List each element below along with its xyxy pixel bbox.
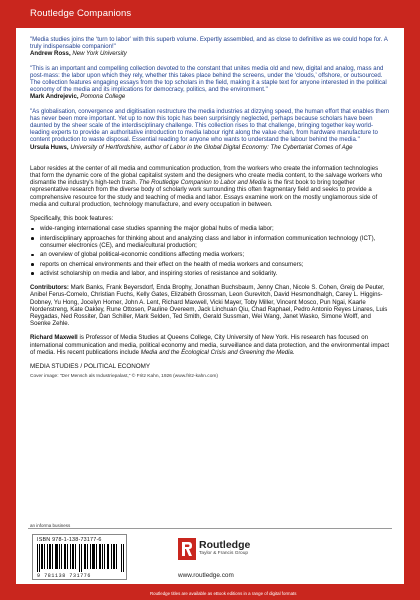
list-item: activist scholarship on media and labor, and inspiring stories of resistance and solidarity. bbox=[30, 270, 390, 277]
contributors-list: Contributors: Mark Banks, Frank Beyersdorf, Enda Brophy, Jonathan Buchsbaum, Jenny Chan, Nicole S. Cohen, Greig de Peuter, Anibel Ferus-Comelo, Christian Fuchs, Kelly Gates, Elizabeth Grossman, Leon Gurevitch, David Hesmondhalgh, Carey L. Higgins-Dobney, Yu Hong, Jocelyn Horner, John A. Lent, Richard Maxwell, Vicki Mayer, Toby Miller, Vincent Mosco, Pun Ngai, Kaarle Nordenstreng, Kate Oakley, Rune Ottosen, Pauline Overeem, Jack Linchuan Qiu, Chad Raphael, Pedro Antonio Reyes Linares, Luis Reygadas, Ned Rossiter, Dan Schiller, Mark Selden, Ted Smith, Gerald Sussman, Wei Wang, Janet Wasko, Simone Wolff, and Soenke Zehle. bbox=[30, 284, 388, 328]
endorsement-1 bbox=[30, 36, 390, 58]
contributors-label: Contributors: bbox=[30, 284, 69, 292]
publisher-group: Taylor & Francis Group bbox=[199, 551, 249, 556]
features-list bbox=[30, 225, 390, 277]
back-cover-panel bbox=[16, 28, 404, 584]
publisher-name: Routledge bbox=[199, 539, 251, 551]
isbn-label: ISBN 978-1-138-73177-6 bbox=[37, 537, 102, 543]
endorsement-author: Andrew Ross, New York University bbox=[30, 50, 127, 58]
barcode-digits: 9 781138 731776 bbox=[37, 573, 92, 579]
endorsement-text: "This is an important and compelling collection devoted to the constant that unites media old and new, digital and analog, mass and post-mass: the labor upon which they rely, whether this takes place behind the screens, under the ‘clouds,’ offshore, or outsourced. The collection features engaging essays from the top scholars in the field, making it a staple text for anyone interested in the political economy of the media and its implications for democracy, politics, and the environment." bbox=[30, 64, 387, 94]
barcode-icon bbox=[37, 544, 125, 572]
series-banner bbox=[0, 0, 420, 27]
publisher-url[interactable]: www.routledge.com bbox=[178, 572, 234, 579]
isbn-barcode bbox=[32, 534, 127, 580]
endorsement-text: "Media studies joins the ‘turn to labor’ with this superb volume. Expertly assembled, and as close to definitive as we could hope for. A truly indispensable companion!" bbox=[30, 36, 388, 51]
endorsement-author: Ursula Huws, University of Hertfordshire, author of Labor in the Global Digital Economy: The Cybertariat Comes of Age bbox=[30, 143, 353, 151]
list-item: reports on chemical environments and their effect on the health of media workers and consumers; bbox=[30, 261, 390, 268]
endorsement-text: "As globalisation, convergence and digitisation restructure the media industries at dizzying speed, the human effort that enables them has never been more important. Yet up to now this topic has been surprisingly neglected, perhaps because scholars have been daunted by the sheer scale of the interdisciplinary challenge. This collection rises to that challenge, bringing together key world-leading experts to provide an authoritative introduction to media labour right along the value chain, from hardware manufacture to content production to waste disposal. Essential reading for anyone who wants to understand the labour behind the media." bbox=[30, 107, 390, 144]
endorsement-3 bbox=[30, 108, 390, 151]
list-item: an overview of global political-economic conditions affecting media workers; bbox=[30, 251, 390, 258]
book-description: Labor resides at the center of all media and communication production, from the workers who create the information technologies that form the dynamic core of the global capitalist system and the designers who create media content, to the salvage workers who dismantle the industry’s high-tech trash. The Routledge Companion to Labor and Media is the first book to bring together representative research from the diverse body of scholarly work surrounding this often fragmentary field and seeks to provide a comprehensive resource for the study and teaching of media and labor. Essays examine work on the mostly unglamorous side of media and cultural production, technology manufacture, and every occupation in between. bbox=[30, 164, 383, 208]
publisher-logo bbox=[178, 538, 288, 566]
features-heading: Specifically, this book features: bbox=[30, 215, 114, 223]
editor-name: Richard Maxwell bbox=[30, 334, 78, 342]
divider bbox=[28, 528, 392, 529]
routledge-logo-icon bbox=[178, 538, 196, 560]
book-title: The Routledge Companion to Labor and Media bbox=[138, 179, 267, 187]
series-title: Routledge Companions bbox=[30, 8, 132, 19]
informa-label: an informa business bbox=[30, 523, 71, 528]
ebook-note: Routledge titles are available as eBook editions in a range of digital formats bbox=[150, 591, 297, 596]
subject-category: MEDIA STUDIES / POLITICAL ECONOMY bbox=[30, 363, 151, 371]
endorsement-author: Mark Andrejevic, Pomona College bbox=[30, 93, 126, 101]
list-item: interdisciplinary approaches for thinking about and analyzing class and labor in information communication technology (ICT), consumer electronics (CE), and media/cultural production; bbox=[30, 235, 390, 249]
endorsement-2 bbox=[30, 65, 390, 101]
back-cover-text bbox=[30, 36, 390, 380]
editor-bio: Richard Maxwell is Professor of Media Studies at Queens College, City University of New York. His research has focused on international communication and media, political economy and media, surveillance and data protection, and the environmental impact of media. His recent publications include Media and the Ecological Crisis and Greening the Media. bbox=[30, 334, 390, 356]
list-item: wide-ranging international case studies spanning the major global hubs of media labor; bbox=[30, 225, 390, 232]
cover-image-credit: Cover image: "Der Mensch als Industriepalast," © Fritz Kahn, 1926 (www.fritz-kahn.com) bbox=[30, 374, 218, 380]
